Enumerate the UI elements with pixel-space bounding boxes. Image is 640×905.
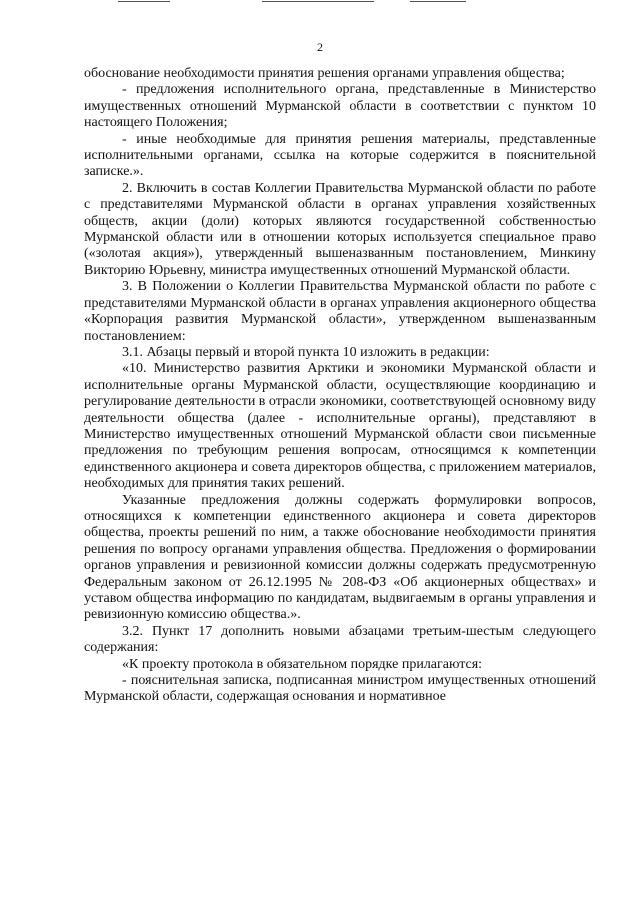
paragraph-8: Указанные предложения должны содержать формулировки вопросов, относящихся к компетенции единственного акционера и совета директоров общества, проекты решений по ним, а также обоснование необходимости принятия решения по вопросу органами управления общества. Предложения о формировании органов управления и ревизионной комиссии должны содержать предусмотренную Федеральным законом от 26.12.1995 № 208-ФЗ «Об акционерных обществах» и уставом общества информацию по кандидатам, выдвигаемым в органы управления и ревизионную комиссию общества.». <box>84 492 596 623</box>
paragraph-7: «10. Министерство развития Арктики и экономики Мурманской области и исполнительные органы Мурманской области, осуществляющие координацию и регулирование деятельности в отрасли экономики, соответствующей основному виду деятельности общества (далее - исполнительные органы), представляют в Министерство имущественных отношений Мурманской области свои письменные предложения по требующим решения вопросам, относящимся к компетенции единственного акционера и совета директоров общества, с приложением материалов, необходимых для принятия таких решений. <box>84 361 596 492</box>
paragraph-10: «К проекту протокола в обязательном порядке прилагаются: <box>122 656 483 672</box>
paragraph-4: 2. Включить в состав Коллегии Правительства Мурманской области по работе с представителями Мурманской области в органах управления хозяйственных обществ, акции (доли) которых являются государственной собственностью Мурманской области или в отношении которых используется специальное право («золотая акция»), утвержденный вышеназванным постановлением, Минкину Викторию Юрьевну, министра имущественных отношений Мурманской области. <box>84 180 596 278</box>
paragraph-11: - пояснительная записка, подписанная министром имущественных отношений Мурманской области, содержащая основания и нормативное <box>84 673 596 705</box>
paragraph-1: обоснование необходимости принятия решения органами управления общества; <box>84 66 565 81</box>
paragraph-5: 3. В Положении о Коллегии Правительства Мурманской области по работе с представителями Мурманской области в органах управления акционерного общества «Корпорация развития Мурманской области», утвержденном вышеназванным постановлением: <box>84 279 596 344</box>
paragraph-3: - иные необходимые для принятия решения материалы, представленные исполнительными органами, ссылка на которые содержится в пояснительной записке.». <box>84 131 596 180</box>
document-body <box>84 66 596 706</box>
scan-top-marks <box>0 0 640 4</box>
paragraph-6: 3.1. Абзацы первый и второй пункта 10 изложить в редакции: <box>122 344 490 360</box>
page-number: 2 <box>317 40 323 54</box>
paragraph-9: 3.2. Пункт 17 дополнить новыми абзацами третьим-шестым следующего содержания: <box>84 623 596 656</box>
paragraph-2: - предложения исполнительного органа, представленные в Министерство имущественных отношений Мурманской области в соответствии с пунктом 10 настоящего Положения; <box>84 82 596 131</box>
